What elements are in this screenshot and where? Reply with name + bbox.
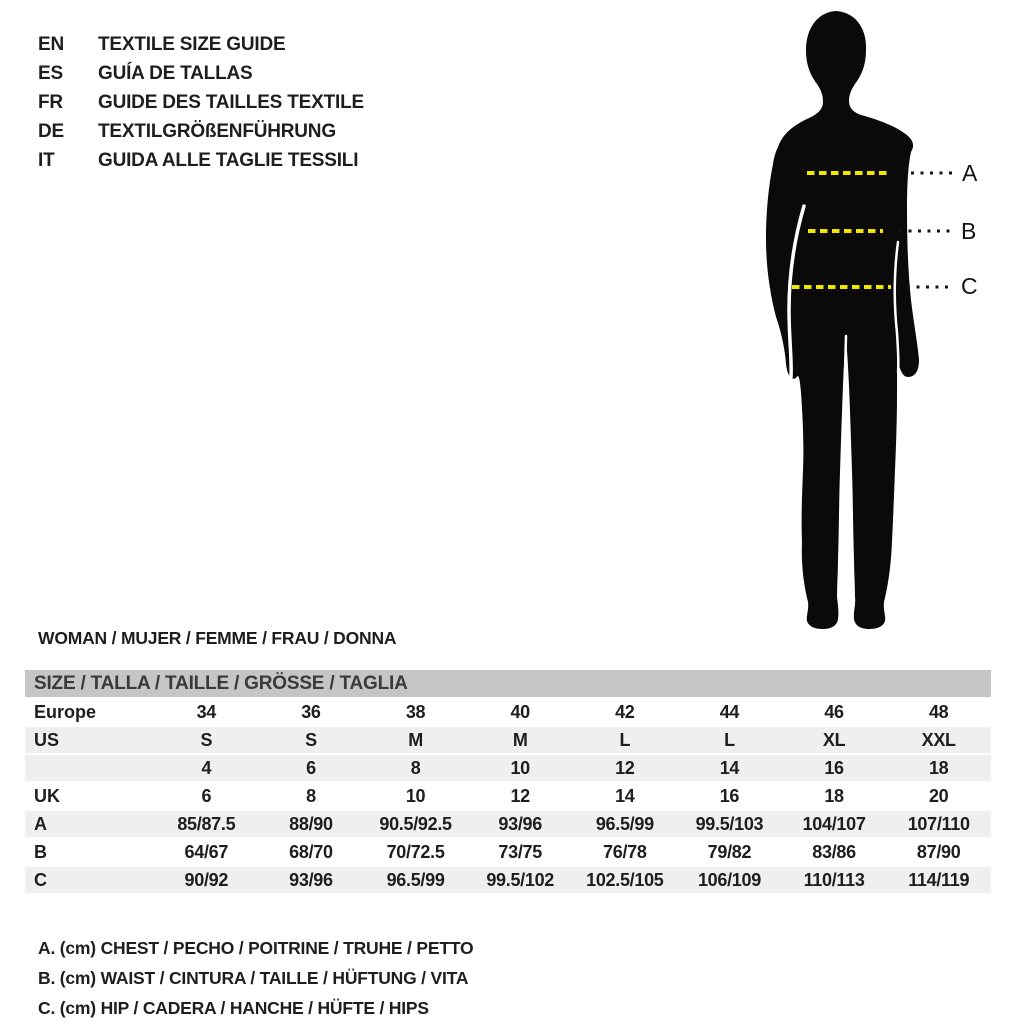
size-cell: 90/92	[184, 869, 229, 890]
size-cell: 104/107	[802, 813, 866, 834]
size-cell: 34	[196, 701, 217, 722]
legend-line: B. (cm) WAIST / CINTURA / TAILLE / HÜFTUNG / VITA	[38, 967, 469, 988]
size-table-body	[25, 697, 991, 893]
size-cell: 83/86	[812, 841, 856, 862]
size-cell: 76/78	[603, 841, 647, 862]
language-row	[38, 146, 364, 175]
size-cell: 93/96	[289, 869, 333, 890]
language-row	[38, 117, 364, 146]
size-table	[25, 670, 991, 893]
size-cell: 14	[719, 757, 740, 778]
size-cell: 110/113	[803, 869, 865, 890]
language-title: TEXTILE SIZE GUIDE	[98, 33, 286, 55]
size-cell: XL	[822, 729, 846, 750]
table-row	[25, 725, 991, 753]
size-cell: 18	[928, 757, 949, 778]
size-cell: 18	[824, 785, 844, 806]
size-cell: 38	[405, 701, 426, 722]
size-cell: 64/67	[184, 841, 229, 862]
language-code: ES	[38, 62, 63, 84]
size-cell: 90.5/92.5	[379, 813, 452, 834]
size-cell: 70/72.5	[386, 841, 445, 862]
size-cell: 10	[405, 785, 426, 806]
table-row	[25, 753, 991, 781]
size-cell: 6	[306, 757, 316, 778]
table-row	[25, 697, 991, 725]
size-cell: 68/70	[289, 841, 333, 862]
size-cell: 88/90	[289, 813, 333, 834]
legend-line: A. (cm) CHEST / PECHO / POITRINE / TRUHE / PETTO	[38, 937, 474, 958]
size-cell: L	[724, 729, 735, 750]
size-cell: 85/87.5	[177, 813, 236, 834]
size-cell: 4	[201, 757, 212, 778]
size-cell: 42	[615, 701, 635, 722]
size-cell: 99.5/102	[486, 869, 555, 890]
size-cell: 107/110	[907, 813, 970, 834]
legend-line: C. (cm) HIP / CADERA / HANCHE / HÜFTE / HIPS	[38, 997, 429, 1018]
size-cell: 40	[510, 701, 530, 722]
measurement-legend	[38, 933, 473, 1023]
row-label: A	[34, 813, 47, 834]
table-row	[25, 781, 991, 809]
language-row	[38, 59, 364, 88]
language-title: TEXTILGRÖßENFÜHRUNG	[98, 120, 336, 142]
size-cell: S	[305, 729, 317, 750]
woman-silhouette-icon	[745, 0, 1024, 645]
size-cell: 99.5/103	[695, 813, 764, 834]
size-cell: 8	[410, 757, 421, 778]
size-cell: 48	[928, 701, 949, 722]
size-cell: 96.5/99	[386, 869, 445, 890]
woman-heading: WOMAN / MUJER / FEMME / FRAU / DONNA	[38, 628, 397, 648]
size-table-header: SIZE / TALLA / TAILLE / GRÖSSE / TAGLIA	[25, 670, 991, 697]
size-cell: 12	[510, 785, 530, 806]
size-cell: 114/119	[908, 869, 970, 890]
language-row	[38, 30, 364, 59]
size-cell: 8	[306, 785, 316, 806]
size-cell: 6	[201, 785, 212, 806]
measure-label-waist: B	[961, 218, 977, 244]
size-cell: 16	[824, 757, 844, 778]
size-cell: 16	[719, 785, 740, 806]
size-cell: 12	[615, 757, 635, 778]
size-cell: 79/82	[707, 841, 752, 862]
size-cell: 73/75	[498, 841, 542, 862]
row-label: C	[34, 869, 47, 890]
row-label: UK	[34, 785, 60, 806]
language-title: GUIDA ALLE TAGLIE TESSILI	[98, 149, 359, 171]
size-cell: 87/90	[916, 841, 961, 862]
size-cell: 96.5/99	[595, 813, 654, 834]
language-guide-list	[38, 30, 364, 175]
size-cell: XXL	[921, 729, 956, 750]
table-row	[25, 837, 991, 865]
size-cell: 14	[615, 785, 635, 806]
size-cell: 102.5/105	[586, 869, 664, 890]
size-cell: 20	[928, 785, 949, 806]
size-cell: 46	[824, 701, 844, 722]
size-cell: M	[408, 729, 423, 750]
language-title: GUÍA DE TALLAS	[98, 62, 253, 84]
size-cell: L	[619, 729, 631, 750]
language-title: GUIDE DES TAILLES TEXTILE	[98, 91, 364, 113]
size-cell: 36	[301, 701, 321, 722]
size-cell: 106/109	[697, 869, 761, 890]
size-figure	[745, 0, 1024, 645]
language-code: DE	[38, 120, 64, 142]
language-code: FR	[38, 91, 63, 113]
language-code: EN	[38, 33, 64, 55]
size-cell: 10	[510, 757, 530, 778]
measure-label-chest: A	[962, 160, 978, 186]
row-label: B	[34, 841, 47, 862]
row-label: Europe	[34, 701, 97, 722]
table-row	[25, 865, 991, 893]
table-row	[25, 809, 991, 837]
size-cell: 93/96	[498, 813, 542, 834]
size-cell: M	[512, 729, 528, 750]
size-cell: S	[200, 729, 213, 750]
measure-label-hip: C	[961, 273, 978, 299]
size-cell: 44	[719, 701, 740, 722]
language-row	[38, 88, 364, 117]
language-code: IT	[38, 149, 55, 171]
row-label: US	[34, 729, 60, 750]
